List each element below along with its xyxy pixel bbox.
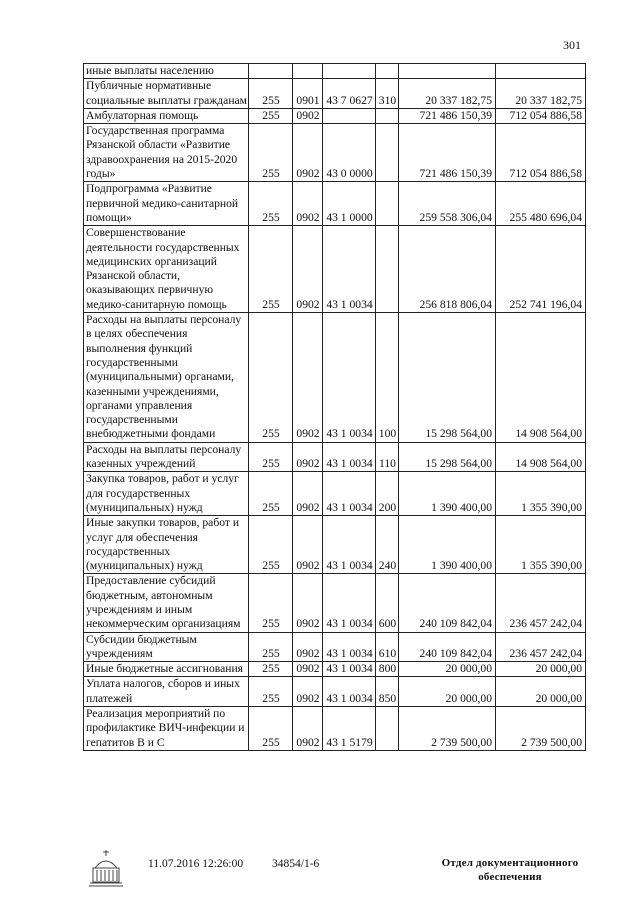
- row-description: Предоставление субсидий бюджетным, автономным учреждениям и иным некоммерческим организациям: [84, 574, 249, 632]
- row-target-article: 43 0 0000: [323, 124, 376, 182]
- footer-document-code: 34854/1-6: [272, 858, 320, 870]
- row-section-code: [293, 64, 323, 79]
- row-ministry-code: 255: [249, 662, 293, 677]
- row-target-article: 43 1 0034: [323, 632, 376, 662]
- row-amount-first: 240 109 842,04: [399, 574, 496, 632]
- footer-department: Отдел документационного обеспечения: [441, 857, 579, 883]
- row-target-article: 43 1 0034: [323, 574, 376, 632]
- row-amount-second: 20 000,00: [496, 677, 586, 707]
- row-description: иные выплаты населению: [84, 64, 249, 79]
- table-row: [84, 442, 586, 472]
- table-row: [84, 472, 586, 516]
- row-expense-type: 800: [376, 662, 399, 677]
- row-ministry-code: 255: [249, 707, 293, 751]
- row-amount-first: 721 486 150,39: [399, 108, 496, 123]
- row-amount-second: 1 355 390,00: [496, 472, 586, 516]
- row-expense-type: 610: [376, 632, 399, 662]
- row-section-code: 0902: [293, 662, 323, 677]
- row-target-article: 43 1 0034: [323, 677, 376, 707]
- table-row: [84, 79, 586, 109]
- row-amount-first: 20 000,00: [399, 677, 496, 707]
- row-description: Амбулаторная помощь: [84, 108, 249, 123]
- row-amount-second: 236 457 242,04: [496, 574, 586, 632]
- row-amount-first: [399, 64, 496, 79]
- row-expense-type: 600: [376, 574, 399, 632]
- row-amount-second: 14 908 564,00: [496, 442, 586, 472]
- row-section-code: 0902: [293, 677, 323, 707]
- row-ministry-code: [249, 64, 293, 79]
- row-amount-second: 20 000,00: [496, 662, 586, 677]
- table-row: [84, 574, 586, 632]
- row-target-article: 43 1 0034: [323, 226, 376, 313]
- row-amount-second: 712 054 886,58: [496, 108, 586, 123]
- table-row: [84, 108, 586, 123]
- row-target-article: [323, 108, 376, 123]
- row-section-code: 0902: [293, 124, 323, 182]
- table-row: [84, 707, 586, 751]
- row-section-code: 0902: [293, 108, 323, 123]
- row-ministry-code: 255: [249, 313, 293, 443]
- row-target-article: 43 1 0034: [323, 662, 376, 677]
- row-ministry-code: 255: [249, 632, 293, 662]
- row-description: Публичные нормативные социальные выплаты гражданам: [84, 79, 249, 109]
- row-target-article: 43 1 0034: [323, 442, 376, 472]
- row-ministry-code: 255: [249, 574, 293, 632]
- row-amount-first: 721 486 150,39: [399, 124, 496, 182]
- row-amount-first: 259 558 306,04: [399, 182, 496, 226]
- row-expense-type: [376, 707, 399, 751]
- row-section-code: 0902: [293, 226, 323, 313]
- table-row: [84, 677, 586, 707]
- table-row: [84, 124, 586, 182]
- row-target-article: [323, 64, 376, 79]
- row-amount-second: 20 337 182,75: [496, 79, 586, 109]
- row-section-code: 0902: [293, 632, 323, 662]
- row-expense-type: [376, 182, 399, 226]
- footer-datetime: 11.07.2016 12:26:00: [148, 858, 244, 870]
- row-description: Расходы на выплаты персоналу казенных учреждений: [84, 442, 249, 472]
- row-amount-first: 1 390 400,00: [399, 472, 496, 516]
- budget-table: [83, 63, 586, 751]
- row-ministry-code: 255: [249, 226, 293, 313]
- row-description: Реализация мероприятий по профилактике ВИЧ-инфекции и гепатитов B и C: [84, 707, 249, 751]
- row-section-code: 0902: [293, 574, 323, 632]
- row-description: Уплата налогов, сборов и иных платежей: [84, 677, 249, 707]
- row-section-code: 0902: [293, 472, 323, 516]
- row-amount-first: 1 390 400,00: [399, 516, 496, 574]
- row-amount-first: 15 298 564,00: [399, 313, 496, 443]
- row-section-code: 0902: [293, 516, 323, 574]
- row-ministry-code: 255: [249, 677, 293, 707]
- row-target-article: 43 1 0000: [323, 182, 376, 226]
- row-description: Иные бюджетные ассигнования: [84, 662, 249, 677]
- row-description: Субсидии бюджетным учреждениям: [84, 632, 249, 662]
- row-amount-first: 2 739 500,00: [399, 707, 496, 751]
- row-amount-first: 256 818 806,04: [399, 226, 496, 313]
- row-amount-second: 236 457 242,04: [496, 632, 586, 662]
- row-ministry-code: 255: [249, 79, 293, 109]
- row-section-code: 0902: [293, 313, 323, 443]
- table-row: [84, 632, 586, 662]
- row-ministry-code: 255: [249, 124, 293, 182]
- row-amount-second: 14 908 564,00: [496, 313, 586, 443]
- row-amount-first: 15 298 564,00: [399, 442, 496, 472]
- row-ministry-code: 255: [249, 516, 293, 574]
- row-description: Государственная программа Рязанской области «Развитие здравоохранения на 2015-2020 годы»: [84, 124, 249, 182]
- table-row: [84, 182, 586, 226]
- row-target-article: 43 1 0034: [323, 472, 376, 516]
- row-expense-type: 200: [376, 472, 399, 516]
- row-expense-type: 100: [376, 313, 399, 443]
- row-target-article: 43 7 0627: [323, 79, 376, 109]
- row-expense-type: 240: [376, 516, 399, 574]
- row-amount-second: 712 054 886,58: [496, 124, 586, 182]
- row-ministry-code: 255: [249, 442, 293, 472]
- table-row: [84, 226, 586, 313]
- row-ministry-code: 255: [249, 182, 293, 226]
- row-expense-type: 850: [376, 677, 399, 707]
- row-amount-second: 1 355 390,00: [496, 516, 586, 574]
- row-amount-second: [496, 64, 586, 79]
- row-ministry-code: 255: [249, 472, 293, 516]
- row-ministry-code: 255: [249, 108, 293, 123]
- table-row: [84, 662, 586, 677]
- row-description: Закупка товаров, работ и услуг для государственных (муниципальных) нужд: [84, 472, 249, 516]
- row-expense-type: 310: [376, 79, 399, 109]
- row-expense-type: [376, 226, 399, 313]
- row-amount-second: 2 739 500,00: [496, 707, 586, 751]
- row-description: Совершенствование деятельности государственных медицинских организаций Рязанской области, оказывающих первичную медико-санитарную помощь: [84, 226, 249, 313]
- row-section-code: 0901: [293, 79, 323, 109]
- row-target-article: 43 1 5179: [323, 707, 376, 751]
- row-amount-first: 240 109 842,04: [399, 632, 496, 662]
- row-description: Расходы на выплаты персоналу в целях обеспечения выполнения функций государственными (муниципальными) органами, казенными учреждениями, органами управления государственными внебюджетными фондами: [84, 313, 249, 443]
- table-row: [84, 516, 586, 574]
- row-target-article: 43 1 0034: [323, 516, 376, 574]
- table-row: [84, 64, 586, 79]
- row-section-code: 0902: [293, 442, 323, 472]
- row-expense-type: 110: [376, 442, 399, 472]
- row-expense-type: [376, 124, 399, 182]
- row-description: Подпрограмма «Развитие первичной медико-санитарной помощи»: [84, 182, 249, 226]
- row-expense-type: [376, 64, 399, 79]
- table-row: [84, 313, 586, 443]
- row-amount-second: 252 741 196,04: [496, 226, 586, 313]
- row-section-code: 0902: [293, 182, 323, 226]
- page-number: 301: [563, 38, 581, 52]
- row-target-article: 43 1 0034: [323, 313, 376, 443]
- row-amount-first: 20 337 182,75: [399, 79, 496, 109]
- row-amount-second: 255 480 696,04: [496, 182, 586, 226]
- regional-duma-seal-icon: [86, 848, 126, 895]
- row-section-code: 0902: [293, 707, 323, 751]
- row-amount-first: 20 000,00: [399, 662, 496, 677]
- row-description: Иные закупки товаров, работ и услуг для обеспечения государственных (муниципальных) нужд: [84, 516, 249, 574]
- row-expense-type: [376, 108, 399, 123]
